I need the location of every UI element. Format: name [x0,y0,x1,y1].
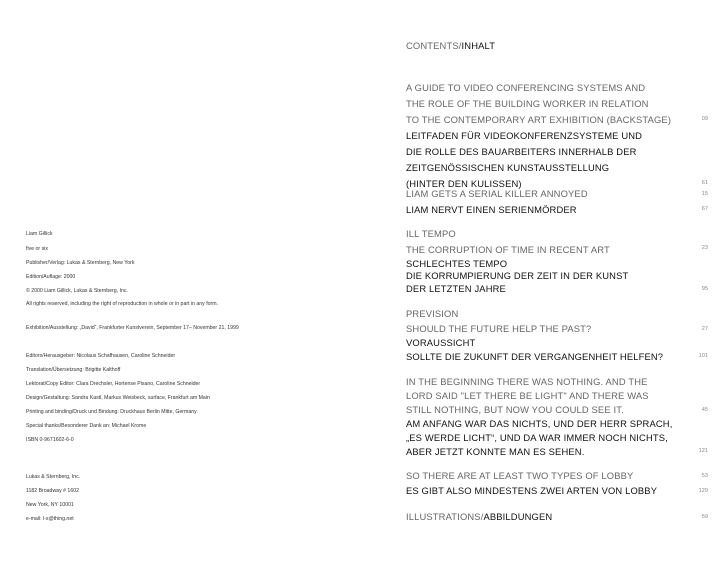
toc-3-de-page: 95 [701,286,708,292]
toc-5-de-line-1: AM ANFANG WAR DAS NICHTS, UND DER HERR SPRACH, [406,418,673,429]
toc-3-en-line-2: THE CORRUPTION OF TIME IN RECENT ART [406,244,610,255]
toc-1-de-page: 61 [701,180,708,186]
toc-1-de-line-4: (HINTER DEN KULISSEN) [406,178,522,189]
toc-5-de-page: 121 [698,448,708,454]
imprint-editors: Editors/Herausgeber: Nicolaus Schafhausen, Caroline Schneider [26,353,176,359]
imprint-publisher: Publisher/Verlag: Lukas & Sternberg, New York [26,260,135,266]
imprint-design: Design/Gestaltung: Sandra Kastl, Markus Weisbeck, surface, Frankfurt am Main [26,395,210,401]
imprint-isbn: ISBN 0-9671602-6-0 [26,437,74,443]
toc-2-de: LIAM NERVT EINEN SERIENMÖRDER [406,204,577,215]
toc-6-en: SO THERE ARE AT LEAST TWO TYPES OF LOBBY [406,470,634,481]
toc-3-de-line-1: SCHLECHTES TEMPO [406,258,508,269]
contents-heading-de: INHALT [461,40,496,51]
toc-6-de-page: 129 [698,488,708,494]
toc-5-de-line-2: „ES WERDE LICHT“, UND DA WAR IMMER NOCH NICHTS, [406,432,668,443]
imprint-rights: All rights reserved, including the right of reproduction in whole or in part in any form. [26,301,219,307]
imprint-translation: Translation/Übersetzung: Brigitte Kalthoff [26,367,121,373]
toc-1-de-line-1: LEITFADEN FÜR VIDEOKONFERENZSYSTEME UND [406,130,643,141]
toc-5-en-line-1: IN THE BEGINNING THERE WAS NOTHING. AND THE [406,376,648,387]
imprint-printing: Printing and binding/Druck und Bindung: Druckhaus Berlin Mitte, Germany [26,409,197,415]
imprint-title: five or six [26,246,48,252]
toc-3-de-line-3: DER LETZTEN JAHRE [406,283,506,294]
toc-5-en-line-2: LORD SAID "LET THERE BE LIGHT" AND THERE WAS [406,390,649,401]
toc-5-en-line-3: STILL NOTHING, BUT NOW YOU COULD SEE IT. [406,404,624,415]
imprint-address-company: Lukas & Sternberg, Inc. [26,474,81,480]
toc-4-en-line-1: PREVISION [406,308,459,319]
imprint-copyeditor: Lektorat/Copy Editor: Clara Drechsler, Hortense Pisano, Caroline Schneider [26,381,201,387]
toc-6-en-page: 53 [701,473,708,479]
toc-5-en-page: 45 [701,407,708,413]
toc-4-de-line-2: SOLLTE DIE ZUKUNFT DER VERGANGENHEIT HELFEN? [406,351,664,362]
toc-3-en-line-1: ILL TEMPO [406,228,456,239]
toc-1-en-page: 09 [701,116,708,122]
toc-5-de-line-3: ABER JETZT KONNTE MAN ES SEHEN. [406,446,585,457]
contents-heading-en: CONTENTS/ [406,40,462,51]
toc-2-en-page: 15 [701,191,708,197]
toc-1-en-line-1: A GUIDE TO VIDEO CONFERENCING SYSTEMS AND [406,82,646,93]
toc-4-en-page: 27 [701,326,708,332]
toc-illustrations-page: 59 [701,514,708,520]
toc-illustrations [406,511,552,522]
imprint-edition: Edition/Auflage: 2000 [26,274,76,280]
toc-4-de-line-1: VORAUSSICHT [406,337,476,348]
toc-4-en-line-2: SHOULD THE FUTURE HELP THE PAST? [406,323,592,334]
toc-illustrations-en: ILLUSTRATIONS/ [406,511,484,522]
toc-3-de-line-2: DIE KORRUMPIERUNG DER ZEIT IN DER KUNST [406,270,629,281]
toc-1-de-line-2: DIE ROLLE DES BAUARBEITERS INNERHALB DER [406,146,637,157]
imprint-thanks: Special thanks/Besonderer Dank an: Michael Krome [26,423,147,429]
imprint-address-city: New York, NY 10001 [26,502,74,508]
toc-1-de-line-3: ZEITGENÖSSISCHEN KUNSTAUSSTELLUNG [406,162,610,173]
imprint-address-street: 1182 Broadway # 1602 [26,488,79,494]
contents-heading [406,40,495,51]
toc-2-en: LIAM GETS A SERIAL KILLER ANNOYED [406,188,588,199]
toc-3-en-page: 23 [701,245,708,251]
toc-4-de-page: 101 [698,353,708,359]
toc-6-de: ES GIBT ALSO MINDESTENS ZWEI ARTEN VON LOBBY [406,485,658,496]
toc-1-en-line-2: THE ROLE OF THE BUILDING WORKER IN RELATION [406,98,649,109]
imprint-email: e-mail: l-s@thing.net [26,516,74,522]
imprint-author: Liam Gillick [26,231,53,237]
toc-illustrations-de: ABBILDUNGEN [483,511,553,522]
imprint-exhibition: Exhibition/Ausstellung: „David“, Frankfurter Kunstverein, September 17– November 21, 1999 [26,325,239,331]
toc-2-de-page: 67 [701,206,708,212]
imprint-copyright: © 2000 Liam Gillick, Lukas & Sternberg, Inc. [26,288,128,294]
toc-1-en-line-3: TO THE CONTEMPORARY ART EXHIBITION (BACKSTAGE) [406,114,672,125]
